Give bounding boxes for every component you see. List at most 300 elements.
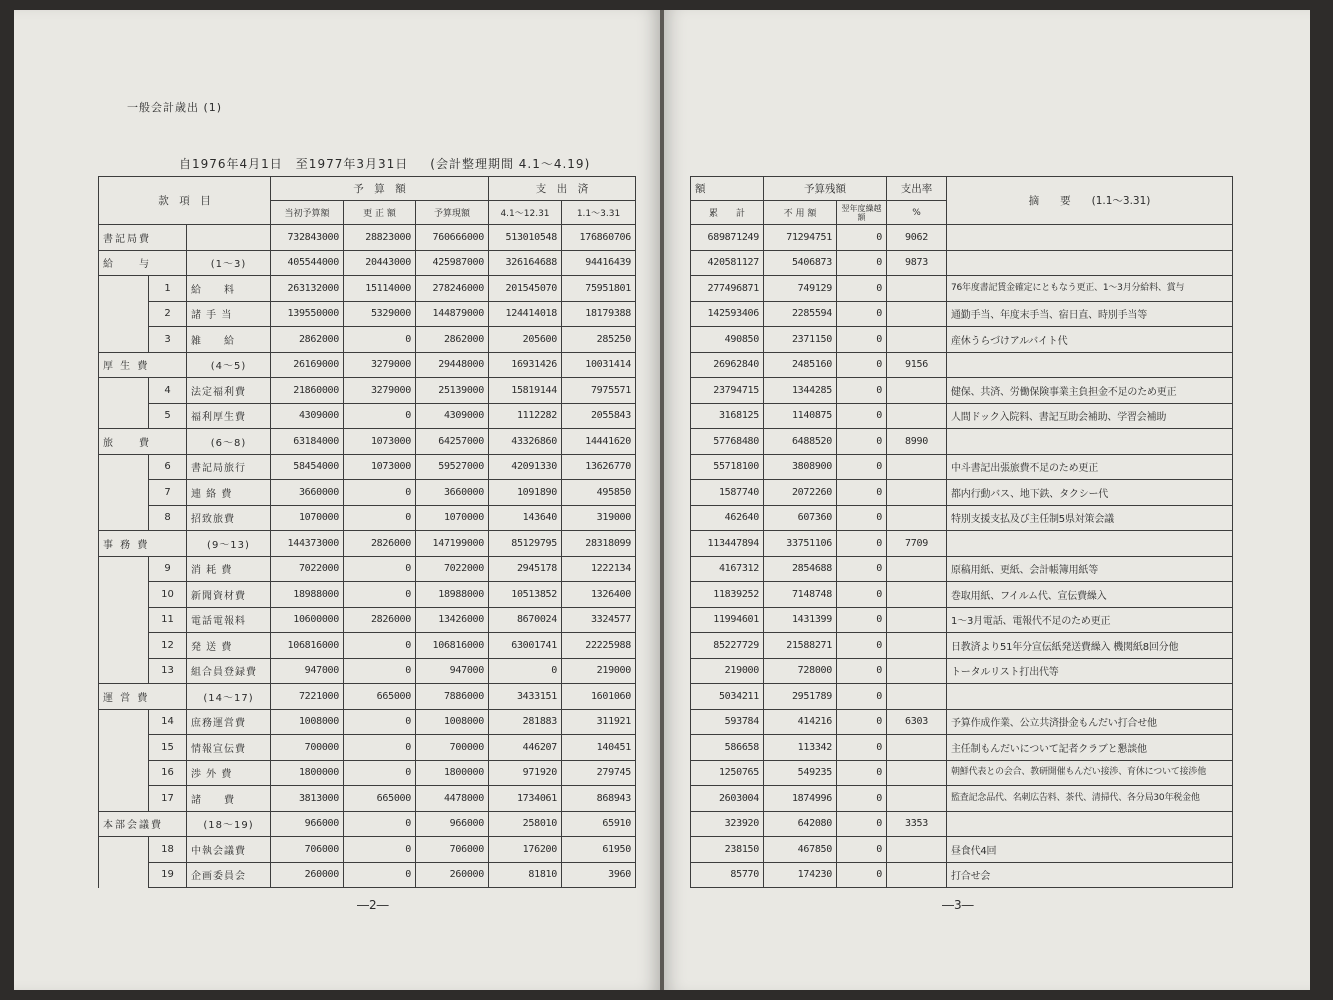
item-name: 電話電報料 — [187, 607, 271, 633]
amount-current: 278246000 — [416, 276, 489, 302]
amount-initial: 732843000 — [271, 225, 344, 251]
amount-unused: 7148748 — [764, 582, 837, 608]
amount-initial: 106816000 — [271, 633, 344, 659]
indent-cell — [99, 735, 149, 761]
amount-initial: 58454000 — [271, 454, 344, 480]
table-row — [99, 480, 636, 506]
spend-rate — [887, 760, 947, 786]
amount-cum: 323920 — [691, 811, 764, 837]
amount-change: 5329000 — [344, 301, 416, 327]
summary-note — [947, 684, 1233, 710]
amount-p2: 2055843 — [562, 403, 636, 429]
amount-p1: 85129795 — [489, 531, 562, 557]
item-range: (18～19) — [187, 811, 271, 837]
amount-p2: 28318099 — [562, 531, 636, 557]
header-amount: 額 — [691, 177, 764, 201]
amount-current: 4309000 — [416, 403, 489, 429]
table-row — [691, 760, 1233, 786]
amount-p2: 1601060 — [562, 684, 636, 710]
amount-carry: 0 — [837, 531, 887, 557]
amount-unused: 414216 — [764, 709, 837, 735]
indent-cell — [99, 556, 149, 582]
amount-carry: 0 — [837, 582, 887, 608]
category-label: 運 営 費 — [99, 684, 187, 710]
indent-cell — [99, 633, 149, 659]
spend-rate — [887, 582, 947, 608]
indent-cell — [99, 837, 149, 863]
amount-carry: 0 — [837, 811, 887, 837]
amount-change: 0 — [344, 403, 416, 429]
amount-carry: 0 — [837, 735, 887, 761]
amount-p2: 61950 — [562, 837, 636, 863]
amount-unused: 749129 — [764, 276, 837, 302]
amount-current: 13426000 — [416, 607, 489, 633]
amount-current: 144879000 — [416, 301, 489, 327]
amount-change: 665000 — [344, 684, 416, 710]
category-label: 本部会議費 — [99, 811, 187, 837]
amount-initial: 263132000 — [271, 276, 344, 302]
table-row — [99, 582, 636, 608]
table-row — [691, 709, 1233, 735]
table-row — [691, 531, 1233, 557]
item-number: 9 — [149, 556, 187, 582]
amount-p1: 10513852 — [489, 582, 562, 608]
summary-note: 76年度書記賃金確定にともなう更正、1～3月分給料、賞与 — [947, 276, 1233, 302]
amount-carry: 0 — [837, 556, 887, 582]
spend-rate — [887, 327, 947, 353]
spend-rate — [887, 607, 947, 633]
spend-rate — [887, 301, 947, 327]
amount-initial: 4309000 — [271, 403, 344, 429]
amount-carry: 0 — [837, 760, 887, 786]
amount-unused: 174230 — [764, 862, 837, 888]
amount-carry: 0 — [837, 684, 887, 710]
amount-p2: 14441620 — [562, 429, 636, 455]
amount-initial: 700000 — [271, 735, 344, 761]
spend-rate: 8990 — [887, 429, 947, 455]
table-row — [99, 429, 636, 455]
summary-note: 中斗書記出張旅費不足のため更正 — [947, 454, 1233, 480]
amount-cum: 55718100 — [691, 454, 764, 480]
amount-current: 260000 — [416, 862, 489, 888]
amount-initial: 7221000 — [271, 684, 344, 710]
amount-carry: 0 — [837, 837, 887, 863]
table-row — [99, 735, 636, 761]
amount-cum: 11994601 — [691, 607, 764, 633]
amount-p2: 65910 — [562, 811, 636, 837]
indent-cell — [99, 378, 149, 404]
amount-p1: 0 — [489, 658, 562, 684]
header-initial-budget: 当初予算額 — [271, 201, 344, 225]
expenditure-table-left — [98, 176, 636, 888]
item-number: 5 — [149, 403, 187, 429]
amount-p2: 1326400 — [562, 582, 636, 608]
item-name: 庶務運営費 — [187, 709, 271, 735]
summary-note — [947, 352, 1233, 378]
amount-p1: 143640 — [489, 505, 562, 531]
table-row — [691, 811, 1233, 837]
amount-p1: 42091330 — [489, 454, 562, 480]
amount-unused: 2854688 — [764, 556, 837, 582]
amount-p2: 75951801 — [562, 276, 636, 302]
summary-note: 日教済より51年分宣伝紙発送費繰入 機関紙8回分他 — [947, 633, 1233, 659]
amount-p1: 2945178 — [489, 556, 562, 582]
summary-note: 主任制もんだいについて記者クラブと懇談他 — [947, 735, 1233, 761]
summary-note: 1～3月電話、電報代不足のため更正 — [947, 607, 1233, 633]
left-table-body — [99, 225, 636, 888]
table-row — [691, 352, 1233, 378]
amount-change: 0 — [344, 658, 416, 684]
item-range: (1～3) — [187, 250, 271, 276]
summary-note: 特別支援支払及び主任制5県対策会議 — [947, 505, 1233, 531]
item-number: 4 — [149, 378, 187, 404]
amount-unused: 642080 — [764, 811, 837, 837]
amount-current: 760666000 — [416, 225, 489, 251]
spend-rate — [887, 556, 947, 582]
amount-unused: 1140875 — [764, 403, 837, 429]
table-row — [99, 531, 636, 557]
amount-p1: 258010 — [489, 811, 562, 837]
indent-cell — [99, 301, 149, 327]
indent-cell — [99, 505, 149, 531]
amount-p1: 446207 — [489, 735, 562, 761]
amount-p1: 1734061 — [489, 786, 562, 812]
amount-carry: 0 — [837, 301, 887, 327]
amount-cum: 2603004 — [691, 786, 764, 812]
header-carryover: 翌年度繰越額 — [837, 201, 887, 225]
amount-change: 0 — [344, 862, 416, 888]
amount-cum: 1587740 — [691, 480, 764, 506]
amount-current: 947000 — [416, 658, 489, 684]
header-item: 款 項 目 — [99, 177, 271, 225]
amount-cum: 26962840 — [691, 352, 764, 378]
table-row — [691, 684, 1233, 710]
amount-p2: 18179388 — [562, 301, 636, 327]
summary-note — [947, 811, 1233, 837]
right-page — [664, 10, 1310, 990]
period-range: 自1976年4月1日 至1977年3月31日 — [179, 157, 409, 171]
item-name: 組合員登録費 — [187, 658, 271, 684]
item-name: 招致旅費 — [187, 505, 271, 531]
indent-cell — [99, 786, 149, 812]
page-number-right: ―3― — [942, 898, 974, 912]
item-name: 中執会議費 — [187, 837, 271, 863]
item-name: 書記局旅行 — [187, 454, 271, 480]
header-spent: 支 出 済 — [489, 177, 636, 201]
amount-p2: 94416439 — [562, 250, 636, 276]
indent-cell — [99, 862, 149, 888]
table-row — [691, 505, 1233, 531]
amount-carry: 0 — [837, 607, 887, 633]
amount-p1: 201545070 — [489, 276, 562, 302]
amount-unused: 33751106 — [764, 531, 837, 557]
amount-current: 106816000 — [416, 633, 489, 659]
category-label: 厚 生 費 — [99, 352, 187, 378]
summary-note: 通勤手当、年度末手当、宿日直、時別手当等 — [947, 301, 1233, 327]
table-row — [99, 633, 636, 659]
item-range: (4～5) — [187, 352, 271, 378]
indent-cell — [99, 276, 149, 302]
amount-unused: 1874996 — [764, 786, 837, 812]
table-row — [99, 862, 636, 888]
amount-change: 0 — [344, 582, 416, 608]
amount-cum: 1250765 — [691, 760, 764, 786]
amount-current: 1008000 — [416, 709, 489, 735]
item-number: 12 — [149, 633, 187, 659]
table-row — [99, 709, 636, 735]
amount-carry: 0 — [837, 454, 887, 480]
table-row — [99, 352, 636, 378]
table-row — [99, 684, 636, 710]
table-row — [99, 454, 636, 480]
indent-cell — [99, 454, 149, 480]
table-row — [99, 760, 636, 786]
amount-p2: 868943 — [562, 786, 636, 812]
table-row — [99, 378, 636, 404]
amount-current: 1800000 — [416, 760, 489, 786]
amount-initial: 3813000 — [271, 786, 344, 812]
amount-change: 15114000 — [344, 276, 416, 302]
amount-current: 7886000 — [416, 684, 489, 710]
amount-unused: 3808900 — [764, 454, 837, 480]
amount-carry: 0 — [837, 225, 887, 251]
table-row — [691, 607, 1233, 633]
amount-cum: 142593406 — [691, 301, 764, 327]
amount-p2: 7975571 — [562, 378, 636, 404]
amount-initial: 139550000 — [271, 301, 344, 327]
amount-carry: 0 — [837, 505, 887, 531]
settlement-period: (会計整理期間 4.1～4.19) — [430, 157, 591, 171]
amount-change: 2826000 — [344, 531, 416, 557]
summary-note: 監査記念品代、名刺広告料、茶代、清掃代、各分局30年税金他 — [947, 786, 1233, 812]
amount-p2: 219000 — [562, 658, 636, 684]
item-number: 14 — [149, 709, 187, 735]
amount-p1: 8670024 — [489, 607, 562, 633]
item-name: 発 送 費 — [187, 633, 271, 659]
spend-rate — [887, 378, 947, 404]
summary-note: 原稿用紙、更紙、会計帳簿用紙等 — [947, 556, 1233, 582]
table-row — [691, 225, 1233, 251]
spend-rate — [887, 276, 947, 302]
amount-p2: 10031414 — [562, 352, 636, 378]
table-row — [691, 633, 1233, 659]
amount-p1: 513010548 — [489, 225, 562, 251]
item-number: 10 — [149, 582, 187, 608]
amount-cum: 593784 — [691, 709, 764, 735]
summary-note — [947, 429, 1233, 455]
spend-rate — [887, 735, 947, 761]
fiscal-period — [179, 155, 590, 172]
table-row — [691, 301, 1233, 327]
amount-initial: 10600000 — [271, 607, 344, 633]
amount-p1: 971920 — [489, 760, 562, 786]
amount-unused: 1344285 — [764, 378, 837, 404]
header-rate-unit: % — [887, 201, 947, 225]
amount-p1: 326164688 — [489, 250, 562, 276]
table-row — [99, 837, 636, 863]
table-row — [99, 403, 636, 429]
indent-cell — [99, 709, 149, 735]
amount-carry: 0 — [837, 862, 887, 888]
header-current-budget: 予算現額 — [416, 201, 489, 225]
amount-change: 0 — [344, 760, 416, 786]
summary-note: 人間ドック入院料、書記互助会補助、学習会補助 — [947, 403, 1233, 429]
amount-change: 0 — [344, 735, 416, 761]
amount-cum: 57768480 — [691, 429, 764, 455]
amount-cum: 238150 — [691, 837, 764, 863]
item-number: 1 — [149, 276, 187, 302]
item-number: 2 — [149, 301, 187, 327]
amount-current: 18988000 — [416, 582, 489, 608]
item-name: 渉 外 費 — [187, 760, 271, 786]
table-row — [691, 276, 1233, 302]
summary-note: 打合せ会 — [947, 862, 1233, 888]
amount-unused: 728000 — [764, 658, 837, 684]
amount-change: 28823000 — [344, 225, 416, 251]
spend-rate — [887, 837, 947, 863]
amount-change: 0 — [344, 556, 416, 582]
amount-cum: 586658 — [691, 735, 764, 761]
table-row — [99, 505, 636, 531]
amount-unused: 113342 — [764, 735, 837, 761]
amount-carry: 0 — [837, 658, 887, 684]
amount-p2: 311921 — [562, 709, 636, 735]
item-number: 17 — [149, 786, 187, 812]
spend-rate — [887, 862, 947, 888]
amount-initial: 7022000 — [271, 556, 344, 582]
amount-cum: 85227729 — [691, 633, 764, 659]
amount-current: 966000 — [416, 811, 489, 837]
item-name: 諸 手 当 — [187, 301, 271, 327]
amount-change: 0 — [344, 505, 416, 531]
amount-p1: 15819144 — [489, 378, 562, 404]
item-number: 19 — [149, 862, 187, 888]
amount-unused: 549235 — [764, 760, 837, 786]
table-row — [691, 480, 1233, 506]
amount-p1: 81810 — [489, 862, 562, 888]
right-table-body — [691, 225, 1233, 888]
amount-initial: 966000 — [271, 811, 344, 837]
indent-cell — [99, 582, 149, 608]
amount-carry: 0 — [837, 633, 887, 659]
amount-current: 425987000 — [416, 250, 489, 276]
item-name: 法定福利費 — [187, 378, 271, 404]
page-number-left: ―2― — [357, 898, 389, 912]
amount-carry: 0 — [837, 403, 887, 429]
amount-change: 0 — [344, 837, 416, 863]
amount-current: 1070000 — [416, 505, 489, 531]
amount-change: 665000 — [344, 786, 416, 812]
amount-change: 1073000 — [344, 454, 416, 480]
amount-change: 3279000 — [344, 378, 416, 404]
summary-note: 予算作成作業、公立共済掛金もんだい打合せ他 — [947, 709, 1233, 735]
spend-rate — [887, 403, 947, 429]
amount-carry: 0 — [837, 327, 887, 353]
amount-p1: 63001741 — [489, 633, 562, 659]
amount-cum: 462640 — [691, 505, 764, 531]
amount-change: 0 — [344, 633, 416, 659]
amount-cum: 490850 — [691, 327, 764, 353]
table-row — [99, 301, 636, 327]
amount-current: 3660000 — [416, 480, 489, 506]
amount-unused: 2485160 — [764, 352, 837, 378]
amount-carry: 0 — [837, 378, 887, 404]
amount-initial: 706000 — [271, 837, 344, 863]
amount-cum: 5034211 — [691, 684, 764, 710]
item-name: 福利厚生費 — [187, 403, 271, 429]
amount-carry: 0 — [837, 709, 887, 735]
amount-p2: 495850 — [562, 480, 636, 506]
amount-unused: 6488520 — [764, 429, 837, 455]
amount-current: 147199000 — [416, 531, 489, 557]
table-row — [99, 276, 636, 302]
summary-note: 都内行動バス、地下鉄、タクシー代 — [947, 480, 1233, 506]
amount-p2: 3324577 — [562, 607, 636, 633]
amount-unused: 21588271 — [764, 633, 837, 659]
amount-carry: 0 — [837, 352, 887, 378]
amount-unused: 2371150 — [764, 327, 837, 353]
amount-change: 0 — [344, 327, 416, 353]
spend-rate — [887, 505, 947, 531]
amount-cum: 11839252 — [691, 582, 764, 608]
item-number: 13 — [149, 658, 187, 684]
table-row — [691, 250, 1233, 276]
amount-p2: 1222134 — [562, 556, 636, 582]
item-number: 7 — [149, 480, 187, 506]
table-row — [99, 786, 636, 812]
amount-cum: 3168125 — [691, 403, 764, 429]
amount-cum: 277496871 — [691, 276, 764, 302]
amount-change: 0 — [344, 811, 416, 837]
item-name: 企画委員会 — [187, 862, 271, 888]
amount-p2: 140451 — [562, 735, 636, 761]
indent-cell — [99, 403, 149, 429]
table-row — [691, 582, 1233, 608]
table-row — [691, 556, 1233, 582]
table-row — [99, 607, 636, 633]
amount-current: 700000 — [416, 735, 489, 761]
amount-change: 0 — [344, 480, 416, 506]
amount-p2: 319000 — [562, 505, 636, 531]
table-row — [691, 786, 1233, 812]
amount-current: 25139000 — [416, 378, 489, 404]
amount-p2: 279745 — [562, 760, 636, 786]
header-rate: 支出率 — [887, 177, 947, 201]
spend-rate — [887, 786, 947, 812]
amount-carry: 0 — [837, 786, 887, 812]
amount-initial: 405544000 — [271, 250, 344, 276]
summary-note — [947, 531, 1233, 557]
item-name: 情報宣伝費 — [187, 735, 271, 761]
amount-carry: 0 — [837, 250, 887, 276]
amount-initial: 260000 — [271, 862, 344, 888]
amount-initial: 3660000 — [271, 480, 344, 506]
item-name: 諸 費 — [187, 786, 271, 812]
amount-p2: 3960 — [562, 862, 636, 888]
amount-cum: 113447894 — [691, 531, 764, 557]
amount-p1: 1091890 — [489, 480, 562, 506]
amount-carry: 0 — [837, 480, 887, 506]
table-row — [691, 429, 1233, 455]
item-name: 連 絡 費 — [187, 480, 271, 506]
table-row — [99, 556, 636, 582]
table-row — [99, 811, 636, 837]
spend-rate — [887, 480, 947, 506]
category-label: 旅 費 — [99, 429, 187, 455]
indent-cell — [99, 480, 149, 506]
item-range: (14～17) — [187, 684, 271, 710]
amount-cum: 23794715 — [691, 378, 764, 404]
